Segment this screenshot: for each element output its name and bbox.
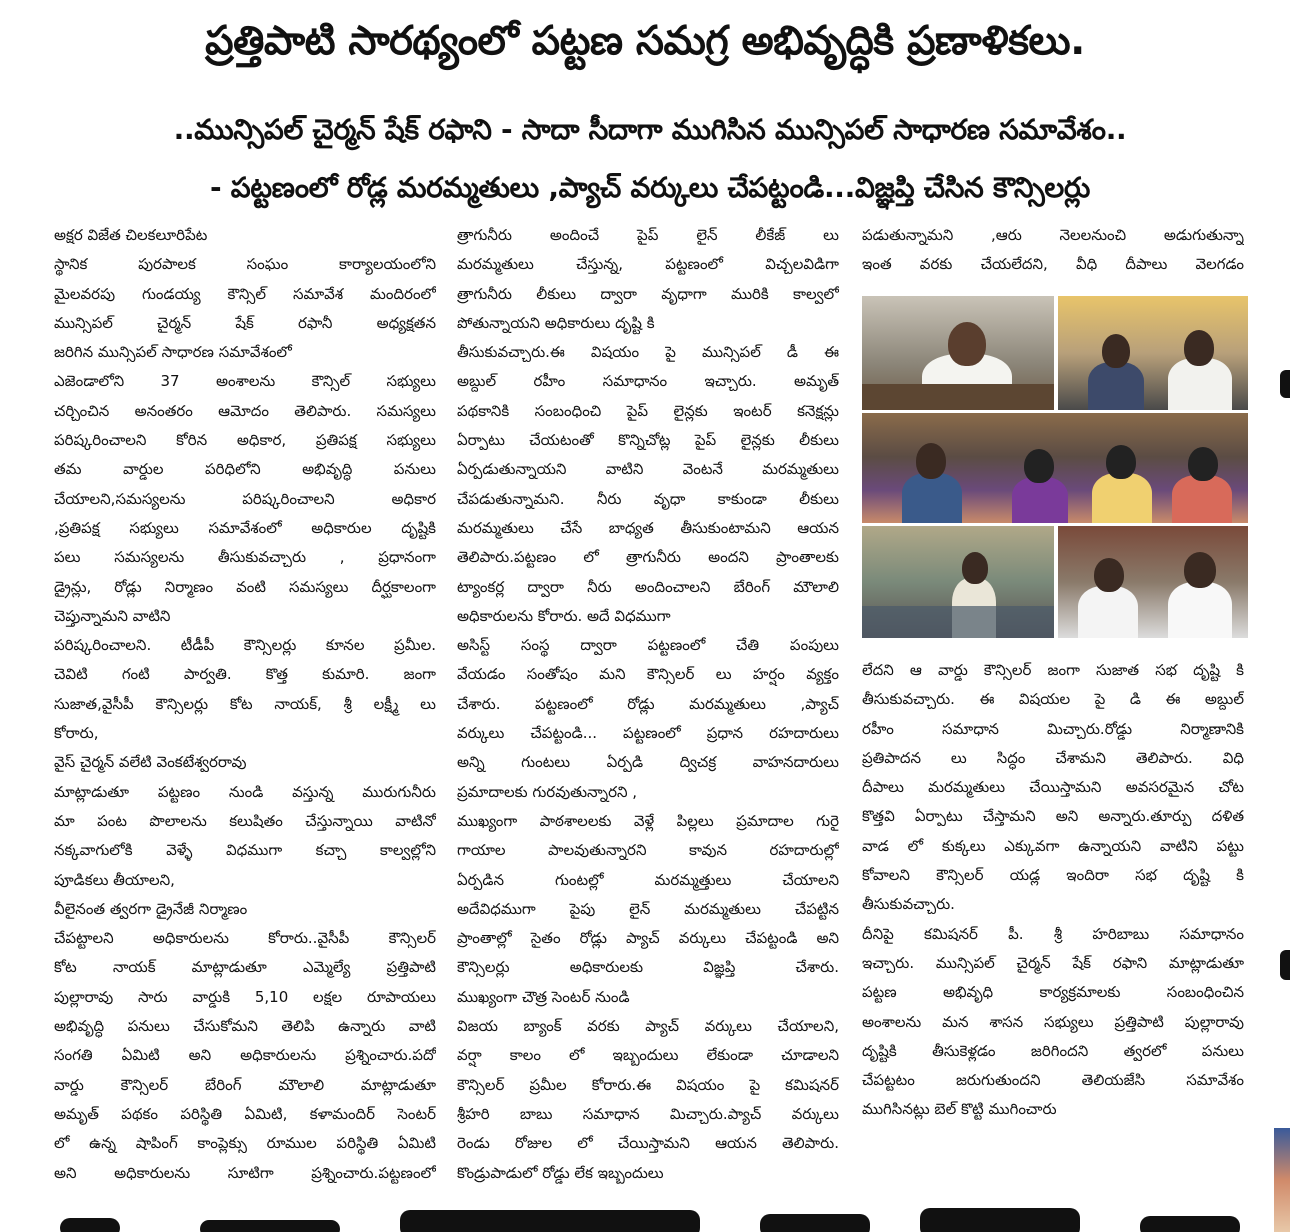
text-line: అభివృద్ధి పనులు చేసుకోమని తెలిపి ఉన్నారు వాటి <box>54 1017 436 1036</box>
text-line: తెలిపారు.పట్టణం లో త్రాగునీరు అందని ప్రాంతాలకు <box>457 548 839 567</box>
text-line: ముఖ్యంగా చౌత్ర సెంటర్ నుండి <box>457 987 630 1006</box>
text-line: పథకానికి సంబంధించి పైప్ లైన్లకు ఇంటర్ కనెక్షన్లు <box>457 401 839 420</box>
subheadline-1: ..మున్సిపల్ చైర్మన్ షేక్ రఫాని - సాదా సీదాగా ముగిసిన మున్సిపల్ సాధారణ సమావేశం.. <box>173 113 1127 146</box>
text-line: వీలైనంత త్వరగా డ్రైనేజీ నిర్మాణం <box>54 899 248 918</box>
text-line: కొత్తవి ఏర్పాటు చేస్తామని అని అన్నారు.తూర్పు దళిత <box>862 807 1244 826</box>
text-line: దృష్టికి తీసుకెళ్లడం జరిగిందని త్వరలో పనులు <box>862 1041 1244 1060</box>
text-line: మరమ్మతులు చేసే బాధ్యత తీసుకుంటామని ఆయన <box>457 518 839 537</box>
text-line: అబ్దుల్ రహీం సమాధానం ఇచ్చారు. అమృత్ <box>457 372 839 391</box>
text-line: అని అధికారులను సూటిగా ప్రశ్నించారు.పట్టణంలో <box>54 1163 436 1182</box>
text-line: పూడికలు తీయాలని, <box>54 870 175 889</box>
text-line: పోతున్నాయని అధికారులు దృష్టి కి <box>457 313 655 332</box>
text-line: వర్కులు చేపట్టండి... పట్టణంలో ప్రధాన రహదారులు <box>457 724 839 743</box>
text-line: లో ఉన్న షాపింగ్ కాంప్లెక్సు రూముల పరిస్థితి ఏమిటి <box>54 1134 436 1153</box>
text-line: అక్షర విజేత చిలకలూరిపేట <box>54 226 208 244</box>
text-line: చేయాలని,సమస్యలను పరిష్కరించాలని అధికార <box>54 489 436 508</box>
text-line: పట్టణ అభివృధి కార్యక్రమాలకు సంబంధించిన <box>862 983 1244 1002</box>
text-line: నక్కవాగులోకి వెళ్ళే విధముగా కచ్చా కాల్వల్లోని <box>54 841 436 860</box>
text-line: కౌన్సిలర్లు అధికారులకు విజ్ఞప్తి చేశారు. <box>457 958 839 977</box>
meeting-photo-speaker <box>862 526 1054 638</box>
text-line: దీనిపై కమిషనర్ పీ. శ్రీ హరిబాబు సమాధానం <box>862 924 1244 943</box>
text-line: పడుతున్నామని ,ఆరు నెలలనుంచి అడుగుతున్నా <box>862 226 1244 244</box>
text-line: ఎజెండాలోని 37 అంశాలను కౌన్సిల్ సభ్యులు <box>54 372 436 391</box>
text-line: చెవిటి గంటి పార్వతి. కొత్త కుమారి. జంగా <box>54 665 436 684</box>
text-line: ప్రతిపాదన లు సిద్ధం చేశామని తెలిపారు. విధి <box>862 748 1244 767</box>
text-line: దీపాలు మరమ్మతులు చేయిస్తామని అవసరమైన చోట <box>862 778 1244 797</box>
text-line: జరిగిన మున్సిపల్ సాధారణ సమావేశంలో <box>54 343 292 362</box>
text-line: ప్రాంతాల్లో సైతం రోడ్లు ప్యాచ్ వర్కులు చేపట్టండి అని <box>457 929 839 948</box>
text-line: త్రాగునీరు లీకులు ద్వారా వృధాగా మురికి కాల్వలో <box>457 284 839 303</box>
text-line: సంగతి ఏమిటి అని అధికారులను ప్రశ్నించారు.పదో <box>54 1046 436 1065</box>
text-line: అసిస్ట్ సంస్థ ద్వారా పట్టణంలో చేతి పంపులు <box>457 636 839 655</box>
text-line: చేపడుతున్నామని. నీరు వృధా కాకుండా లీకులు <box>457 489 839 508</box>
text-line: పుల్లారావు సారు వార్డుకి 5,10 లక్షల రూపాయలు <box>54 987 436 1006</box>
text-line: ప్రమాదాలకు గురవుతున్నారని , <box>457 782 638 801</box>
text-line: చేపట్టటం జరుగుతుందని తెలియజేసి సమావేశం <box>862 1071 1244 1090</box>
text-line: తీసుకువచ్చారు. ఈ విషయల పై డి ఈ అబ్దుల్ <box>862 690 1244 709</box>
text-line: మాట్లాడుతూ పట్టణం నుండి వస్తున్న మురుగునీరు <box>54 782 436 801</box>
text-line: వాడ లో కుక్కలు ఎక్కువగా ఉన్నాయని వాటిని పట్టు <box>862 836 1244 855</box>
text-line: ముఖ్యంగా పాఠశాలలకు వెళ్లే పిల్లలు ప్రమాదాల గురై <box>457 811 839 830</box>
text-line: చర్చించిన అనంతరం ఆమోదం తెలిపారు. సమస్యలు <box>54 401 436 420</box>
text-line: వైస్ చైర్మన్ వలేటి వెంకటేశ్వరరావు <box>54 753 247 772</box>
text-line: తీసుకువచ్చారు. <box>862 895 955 914</box>
text-line: కొండ్రుపాడులో రోడ్డు లేక ఇబ్బందులు <box>457 1163 664 1182</box>
article-column-1 <box>54 221 436 1188</box>
meeting-photo-audience <box>1058 526 1248 638</box>
article-column-2 <box>457 221 839 1188</box>
text-line: ,ప్రతిపక్ష సభ్యులు సమావేశంలో అధికారుల దృష్టికి <box>54 518 436 537</box>
article-column-3-top <box>862 221 1244 280</box>
text-line: చెప్తున్నామని వాటిని <box>54 606 171 625</box>
text-line: సుజాత,వైసీపీ కౌన్సిలర్లు కోట నాయక్, శ్రీ లక్ష్మీ లు <box>54 694 436 713</box>
text-line: అమృత్ పథకం పరిస్థితి ఏమిటి, కళామందిర్ సెంటర్ <box>54 1104 436 1123</box>
text-line: అంశాలను మన శాసన సభ్యులు ప్రత్తిపాటి పుల్లారావు <box>862 1012 1244 1031</box>
meeting-photo-chairman <box>862 296 1054 410</box>
text-line: ఏర్పడుతున్నాయని వాటిని వెంటనే మరమ్మతులు <box>457 460 839 479</box>
text-line: ఇచ్చారు. మున్సిపల్ చైర్మన్ షేక్ రఫాని మాట్లాడుతూ <box>862 953 1244 972</box>
text-line: పరిష్కరించాలని కోరిన అధికార, ప్రతిపక్ష సభ్యులు <box>54 431 436 450</box>
text-line: అన్ని గుంటలు ఏర్పడి ద్విచక్ర వాహనదారులు <box>457 753 839 772</box>
text-line: కౌన్సిలర్ ప్రమీల కోరారు.ఈ విషయం పై కమిషనర్ <box>457 1075 839 1094</box>
text-line: ఇంత వరకు చేయలేదని, వీధి దీపాలు వెలగడం <box>862 255 1244 274</box>
article-column-3-bottom <box>862 656 1244 1125</box>
text-line: పలు సమస్యలను తీసుకువచ్చారు , ప్రధానంగా <box>54 548 436 567</box>
text-line: వార్డు కౌన్సిలర్ బేరింగ్ మౌలాలి మాట్లాడుతూ <box>54 1075 436 1094</box>
text-line: శ్రీహరి బాబు సమాధాన మిచ్చారు.ప్యాచ్ వర్కులు <box>457 1104 839 1123</box>
meeting-photo-officials <box>1058 296 1248 410</box>
text-line: కోరారు, <box>54 724 99 743</box>
text-line: లేదని ఆ వార్డు కౌన్సిలర్ జంగా సుజాత సభ దృష్టి కి <box>862 661 1244 679</box>
text-line: చేపట్టాలని అధికారులను కోరారు..వైసీపీ కౌన్సిలర్ <box>54 929 436 948</box>
meeting-photo-councillors <box>862 413 1248 523</box>
text-line: తమ వార్డుల పరిధిలోని అభివృద్ధి పనులు <box>54 460 436 479</box>
next-headline-edge <box>40 1206 1260 1232</box>
text-line: త్రాగునీరు అందించే పైప్ లైన్ లీకేజ్ లు <box>457 226 839 244</box>
text-line: కోట నాయక్ మాట్లాడుతూ ఎమ్మెల్యే ప్రత్తిపాటి <box>54 958 436 977</box>
text-line: డ్రైన్లు, రోడ్లు నిర్మాణం వంటి సమస్యలు దీర్ఘకాలంగా <box>54 577 436 596</box>
text-line: అధికారులను కోరారు. అదే విధముగా <box>457 606 671 625</box>
text-line: తీసుకువచ్చారు.ఈ విషయం పై మున్సిపల్ డీ ఈ <box>457 343 839 362</box>
text-line: పరిష్కరించాలని. టీడీపీ కౌన్సిలర్లు కూనల ప్రమీల. <box>54 636 436 655</box>
text-line: ట్యాంకర్ల ద్వారా నీరు అందించాలని బేరింగ్ మౌలాలి <box>457 577 839 596</box>
text-line: గాయాల పాలవుతున్నారని కావున రహదారుల్లో <box>457 841 839 860</box>
adjacent-article-edge <box>1270 0 1290 1232</box>
text-line: రెండు రోజుల లో చేయిస్తామని ఆయన తెలిపారు. <box>457 1134 839 1153</box>
text-line: కోవాలని కౌన్సిలర్ యడ్ల ఇందిరా సభ దృష్టి కి <box>862 866 1244 885</box>
text-line: విజయ బ్యాంక్ వరకు ప్యాచ్ వర్కులు చేయాలని, <box>457 1017 839 1036</box>
text-line: మా పంట పొలాలను కలుషితం చేస్తున్నాయి వాటినో <box>54 811 436 830</box>
text-line: చేశారు. పట్టణంలో రోడ్లు మరమ్మతులు ,ప్యాచ్ <box>457 694 839 713</box>
text-line: రహీం సమాధాన మిచ్చారు.రోడ్డు నిర్మాణానికి <box>862 719 1244 738</box>
text-line: ముగిసినట్లు బెల్ కొట్టి ముగించారు <box>862 1100 1057 1119</box>
text-line: మరమ్మతులు చేస్తున్న, పట్టణంలో విచ్చలవిడిగా <box>457 255 839 274</box>
subheadline-2: - పట్టణంలో రోడ్ల మరమ్మతులు ,ప్యాచ్ వర్కులు చేపట్టండి...విజ్ఞప్తి చేసిన కౌన్సిలర్లు <box>210 171 1090 204</box>
text-line: మైలవరపు గుండయ్య కౌన్సిల్ సమావేశ మందిరంలో <box>54 284 436 303</box>
text-line: వర్షా కాలం లో ఇబ్బందులు లేకుండా చూడాలని <box>457 1046 839 1065</box>
text-line: వేయడం సంతోషం మని కౌన్సిలర్ లు హర్షం వ్యక్తం <box>457 665 839 684</box>
text-line: అదేవిధముగా పైపు లైన్ మరమ్మతులు చేపట్టిన <box>457 899 839 918</box>
text-line: మున్సిపల్ చైర్మన్ షేక్ రఫానీ అధ్యక్షతన <box>54 313 436 332</box>
headline: ప్రత్తిపాటి సారథ్యంలో పట్టణ సమగ్ర అభివృద్ధికి ప్రణాళికలు. <box>205 18 1085 64</box>
meeting-photo-collage <box>862 296 1248 638</box>
text-line: ఏర్పాటు చేయటంతో కొన్నిచోట్ల పైప్ లైన్లకు లీకులు <box>457 431 839 450</box>
text-line: స్థానిక పురపాలక సంఘం కార్యాలయంలోని <box>54 255 436 274</box>
text-line: ఏర్పడిన గుంటల్లో మరమ్మత్తులు చేయాలని <box>457 870 839 889</box>
